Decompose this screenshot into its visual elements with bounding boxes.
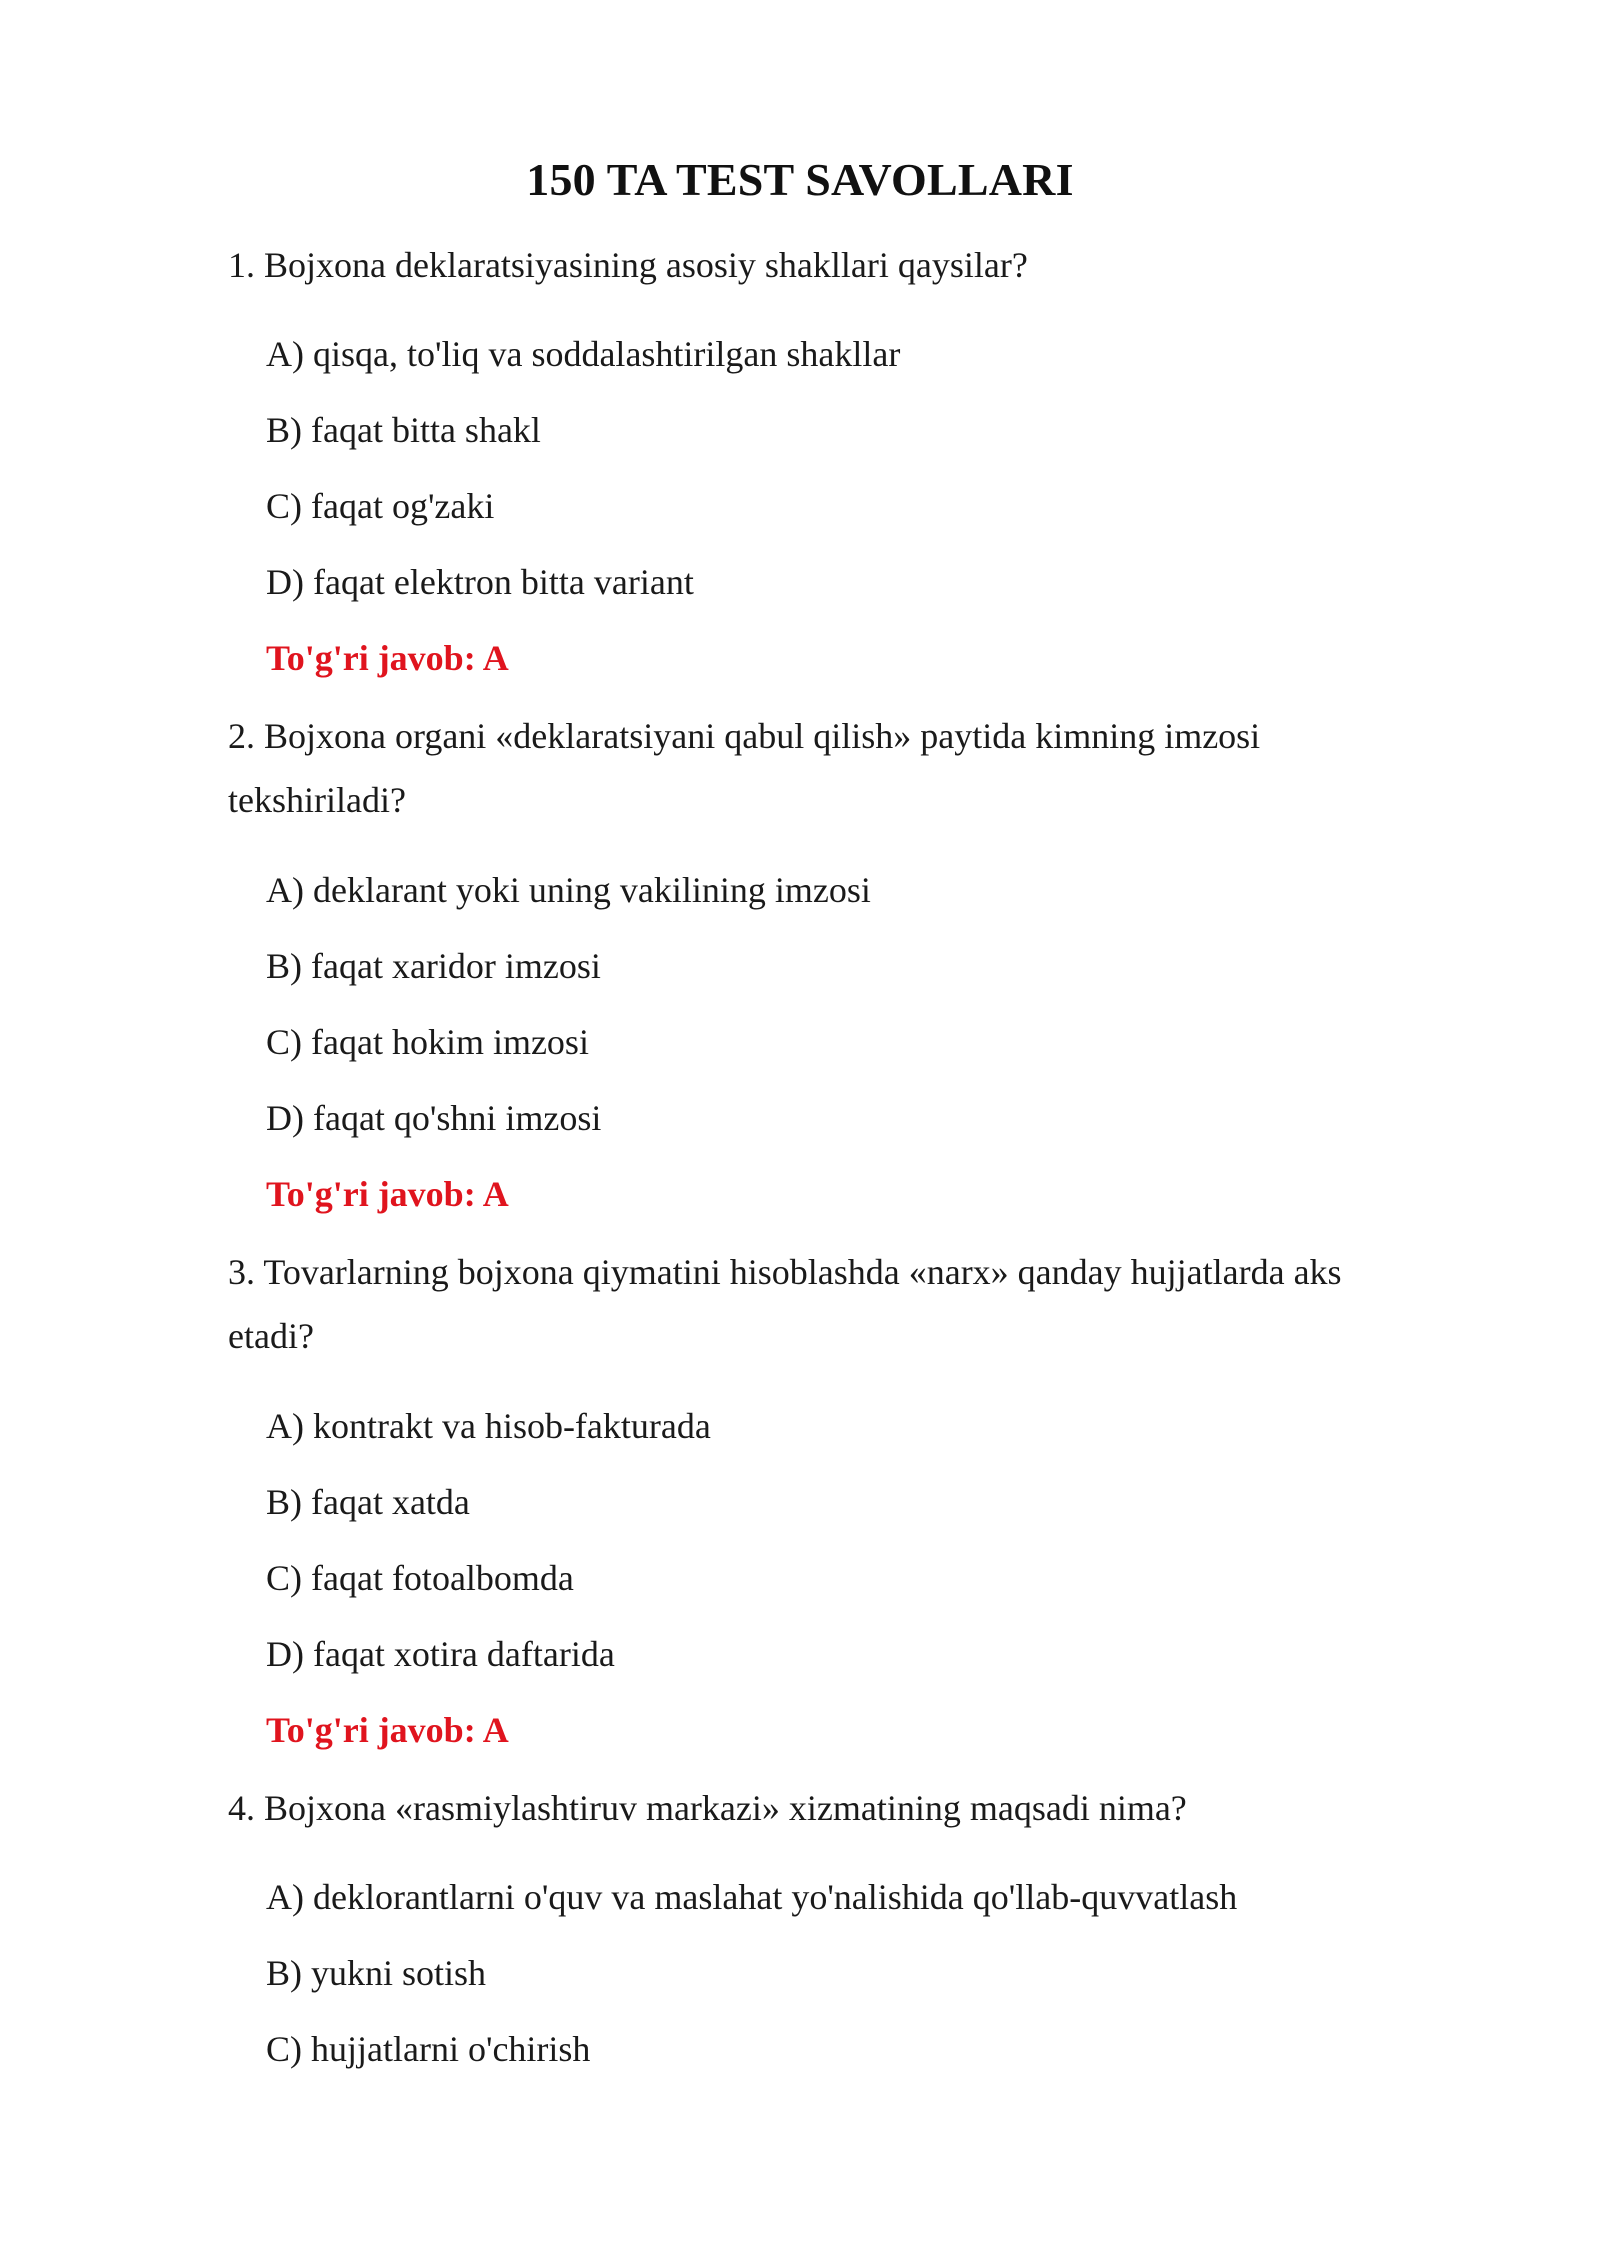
question-2-option-b: B) faqat xaridor imzosi	[266, 946, 601, 986]
question-1-option-a: A) qisqa, to'liq va soddalashtirilgan shakllar	[266, 334, 901, 374]
question-3-text: 3. Tovarlarning bojxona qiymatini hisoblashda «narx» qanday hujjatlarda aks etadi?	[228, 1252, 1342, 1356]
question-4-option-c: C) hujjatlarni o'chirish	[266, 2029, 591, 2069]
question-2-option-a: A) deklarant yoki uning vakilining imzosi	[266, 870, 871, 910]
question-1-correct-answer: To'g'ri javob: A	[266, 638, 509, 678]
question-2-option-d: D) faqat qo'shni imzosi	[266, 1098, 602, 1138]
question-3-option-a: A) kontrakt va hisob-fakturada	[266, 1406, 711, 1446]
question-1-option-d: D) faqat elektron bitta variant	[266, 562, 694, 602]
question-1-text: 1. Bojxona deklaratsiyasining asosiy shakllari qaysilar?	[228, 245, 1028, 285]
question-3-option-d: D) faqat xotira daftarida	[266, 1634, 615, 1674]
question-2-option-c: C) faqat hokim imzosi	[266, 1022, 589, 1062]
question-2-text: 2. Bojxona organi «deklaratsiyani qabul qilish» paytida kimning imzosi tekshiriladi?	[228, 716, 1261, 820]
document-title: 150 TA TEST SAVOLLARI	[526, 154, 1074, 205]
question-4-option-b: B) yukni sotish	[266, 1953, 487, 1993]
question-3-correct-answer: To'g'ri javob: A	[266, 1710, 509, 1750]
question-4-text: 4. Bojxona «rasmiylashtiruv markazi» xizmatining maqsadi nima?	[228, 1788, 1187, 1828]
question-4-option-a: A) deklorantlarni o'quv va maslahat yo'nalishida qo'llab-quvvatlash	[266, 1877, 1238, 1917]
question-3-option-c: C) faqat fotoalbomda	[266, 1558, 574, 1598]
question-1-option-c: C) faqat og'zaki	[266, 486, 495, 526]
question-3-option-b: B) faqat xatda	[266, 1482, 470, 1522]
question-1-option-b: B) faqat bitta shakl	[266, 410, 541, 450]
question-2-correct-answer: To'g'ri javob: A	[266, 1174, 509, 1214]
